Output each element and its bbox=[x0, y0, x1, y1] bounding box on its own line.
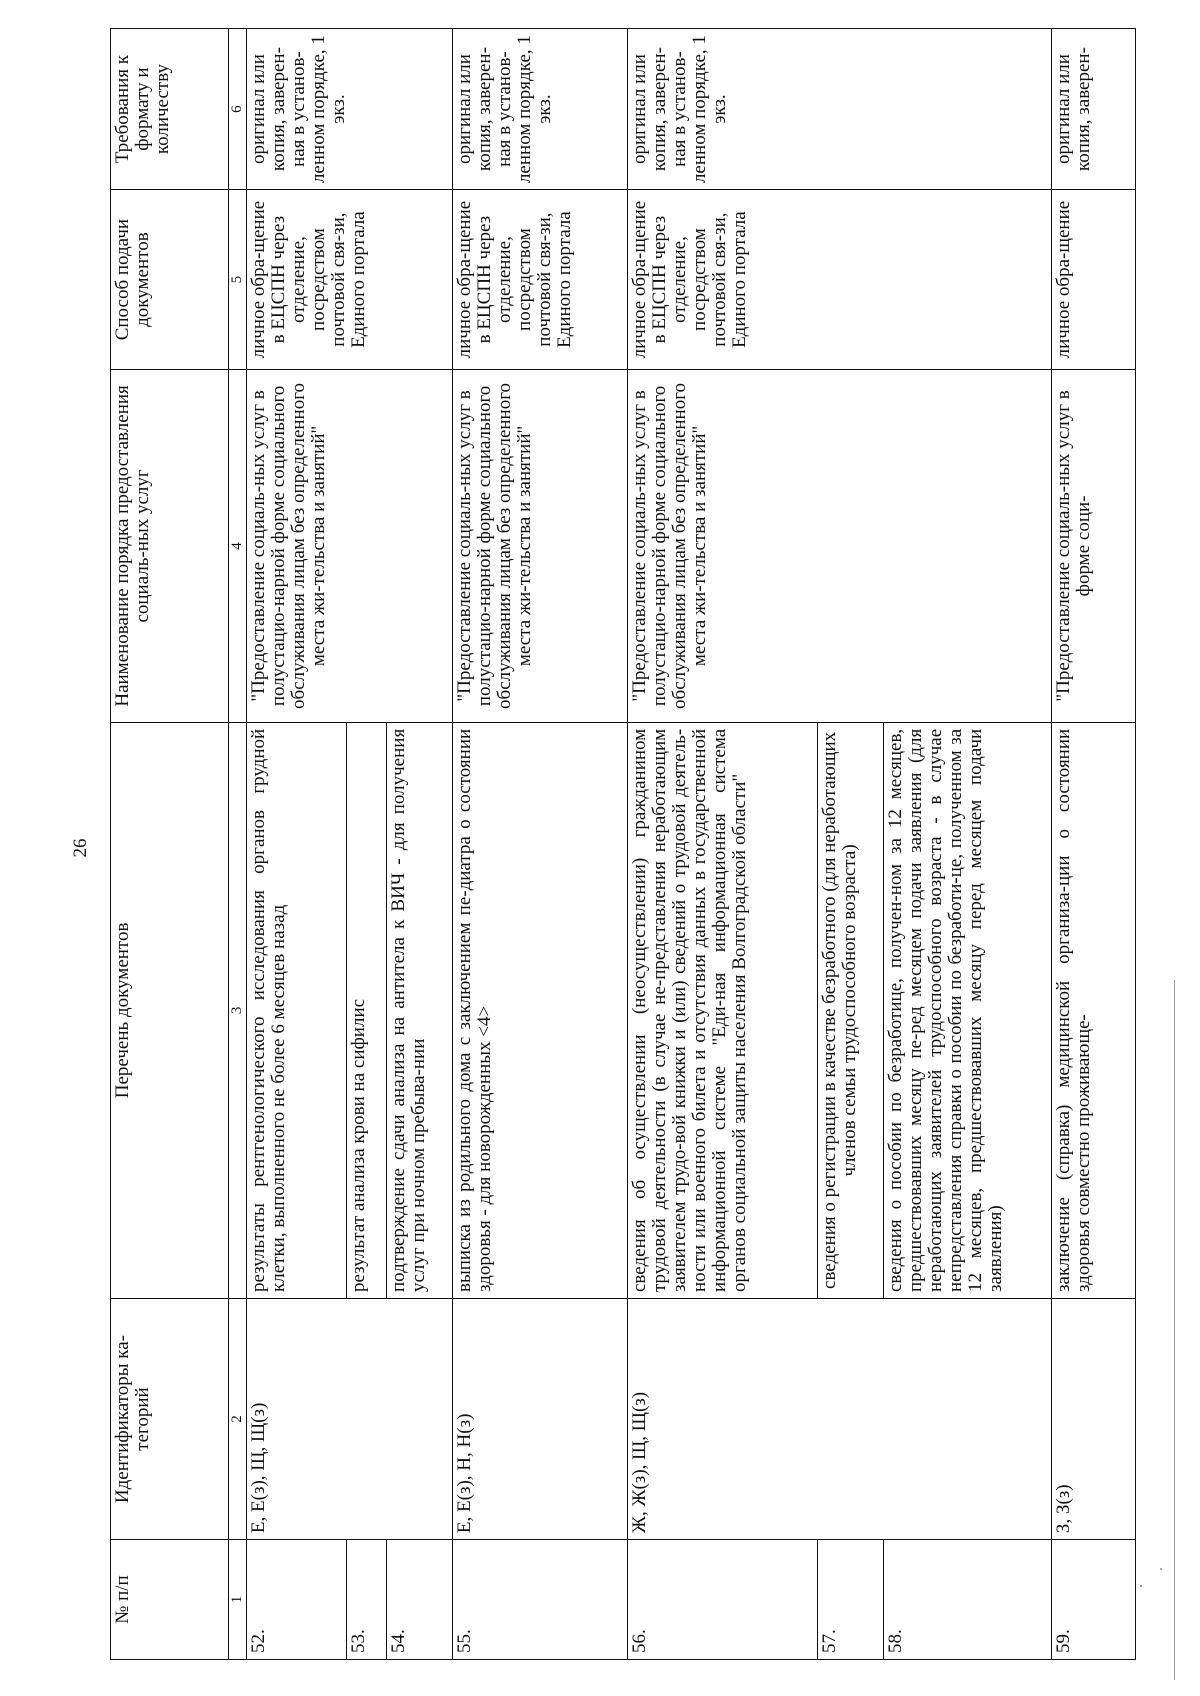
header-category-ids: Идентификаторы ка-тегорий bbox=[111, 1299, 229, 1540]
rotated-table-page bbox=[110, 28, 1135, 1660]
category-ids: З, З(з) bbox=[1052, 1299, 1136, 1540]
row-number: 56. bbox=[628, 1540, 818, 1660]
table-row bbox=[1052, 29, 1136, 1660]
document-text: сведения о пособии по безработице, получен-ном за 12 месяцев, предшествовавших месяцу пе-ред месяцем подачи заявления (для неработающих заявителей трудоспособного возраста - в случае непредставления справки о пособии по безработи-це, полученном за 12 месяцев, предшествовавших месяцу перед месяцем подачи заявления) bbox=[884, 722, 1052, 1298]
row-number: 54. bbox=[387, 1540, 453, 1660]
category-ids: Ж, Ж(з), Щ, Щ(з) bbox=[628, 1299, 1052, 1540]
document-text: сведения о регистрации в качестве безработного (для неработающих членов семьи трудоспособного возраста) bbox=[818, 722, 884, 1298]
column-number: 1 bbox=[229, 1540, 247, 1660]
row-number: 53. bbox=[347, 1540, 387, 1660]
format-requirements: оригинал или копия, заверен- bbox=[1052, 29, 1136, 190]
procedure-name: "Предоставление социаль-ных услуг в полустацио-нарной форме социального обслуживания лицам без определенного места жи-тельства и занятий" bbox=[453, 370, 628, 723]
row-number: 57. bbox=[818, 1540, 884, 1660]
header-submission-method: Способ подачи документов bbox=[111, 190, 229, 370]
header-number: № п/п bbox=[111, 1540, 229, 1660]
document-text: заключение (справка) медицинской организа-ции о состоянии здоровья совместно проживающе- bbox=[1052, 722, 1136, 1298]
row-number: 55. bbox=[453, 1540, 628, 1660]
scan-edge-line bbox=[1174, 980, 1175, 1680]
column-number-row bbox=[229, 29, 247, 1660]
table-row bbox=[247, 29, 347, 1660]
document-text: выписка из родильного дома с заключением пе-диатра о состоянии здоровья - для новорожденных <4> bbox=[453, 722, 628, 1298]
column-number: 4 bbox=[229, 370, 247, 723]
document-text: сведения об осуществлении (неосуществлении) гражданином трудовой деятельности (в случае не-представления неработающим заявителем трудо-вой книжки и (или) сведений о трудовой деятель-ности или военного билета и отсутствия данных в государственной информационной системе "Еди-ная информационная система органов социальной защиты населения Волгоградской области" bbox=[628, 722, 818, 1298]
header-procedure: Наименование порядка предоставления социаль-ных услуг bbox=[111, 370, 229, 723]
header-requirements: Требования к формату и количеству bbox=[111, 29, 229, 190]
column-number: 5 bbox=[229, 190, 247, 370]
scan-speck bbox=[1160, 1568, 1162, 1570]
column-number: 2 bbox=[229, 1299, 247, 1540]
procedure-name: "Предоставление социаль-ных услуг в полустацио-нарной форме социального обслуживания лицам без определенного места жи-тельства и занятий" bbox=[628, 370, 1052, 723]
documents-table bbox=[110, 28, 1136, 1660]
format-requirements: оригинал или копия, заверен-ная в установ-ленном порядке, 1 экз. bbox=[453, 29, 628, 190]
table-row bbox=[628, 29, 818, 1660]
column-number: 6 bbox=[229, 29, 247, 190]
submission-method: личное обра-щение в ЕЦСПН через отделение, посредством почтовой свя-зи, Единого портала bbox=[453, 190, 628, 370]
document-text: результат анализа крови на сифилис bbox=[347, 722, 387, 1298]
row-number: 59. bbox=[1052, 1540, 1136, 1660]
page-number: 26 bbox=[70, 838, 91, 858]
header-row bbox=[111, 29, 229, 1660]
header-documents: Перечень документов bbox=[111, 722, 229, 1298]
submission-method: личное обра-щение в ЕЦСПН через отделение, посредством почтовой свя-зи, Единого портала bbox=[628, 190, 1052, 370]
format-requirements: оригинал или копия, заверен-ная в установ-ленном порядке, 1 экз. bbox=[247, 29, 453, 190]
submission-method: личное обра-щение bbox=[1052, 190, 1136, 370]
row-number: 52. bbox=[247, 1540, 347, 1660]
procedure-name: "Предоставление социаль-ных услуг в форме соци- bbox=[1052, 370, 1136, 723]
document-text: подтверждение сдачи анализа на антитела к ВИЧ - для получения услуг при ночном пребыва-нии bbox=[387, 722, 453, 1298]
document-text: результаты рентгенологического исследования органов грудной клетки, выполненного не более 6 месяцев назад bbox=[247, 722, 347, 1298]
column-number: 3 bbox=[229, 722, 247, 1298]
category-ids: Е, Е(з), Щ, Щ(з) bbox=[247, 1299, 453, 1540]
row-number: 58. bbox=[884, 1540, 1052, 1660]
table-row bbox=[453, 29, 628, 1660]
format-requirements: оригинал или копия, заверен-ная в установ-ленном порядке, 1 экз. bbox=[628, 29, 1052, 190]
category-ids: Е, Е(з), Н, Н(з) bbox=[453, 1299, 628, 1540]
procedure-name: "Предоставление социаль-ных услуг в полустацио-нарной форме социального обслуживания лицам без определенного места жи-тельства и занятий" bbox=[247, 370, 453, 723]
submission-method: личное обра-щение в ЕЦСПН через отделение, посредством почтовой свя-зи, Единого портала bbox=[247, 190, 453, 370]
scan-speck bbox=[1140, 1585, 1142, 1587]
